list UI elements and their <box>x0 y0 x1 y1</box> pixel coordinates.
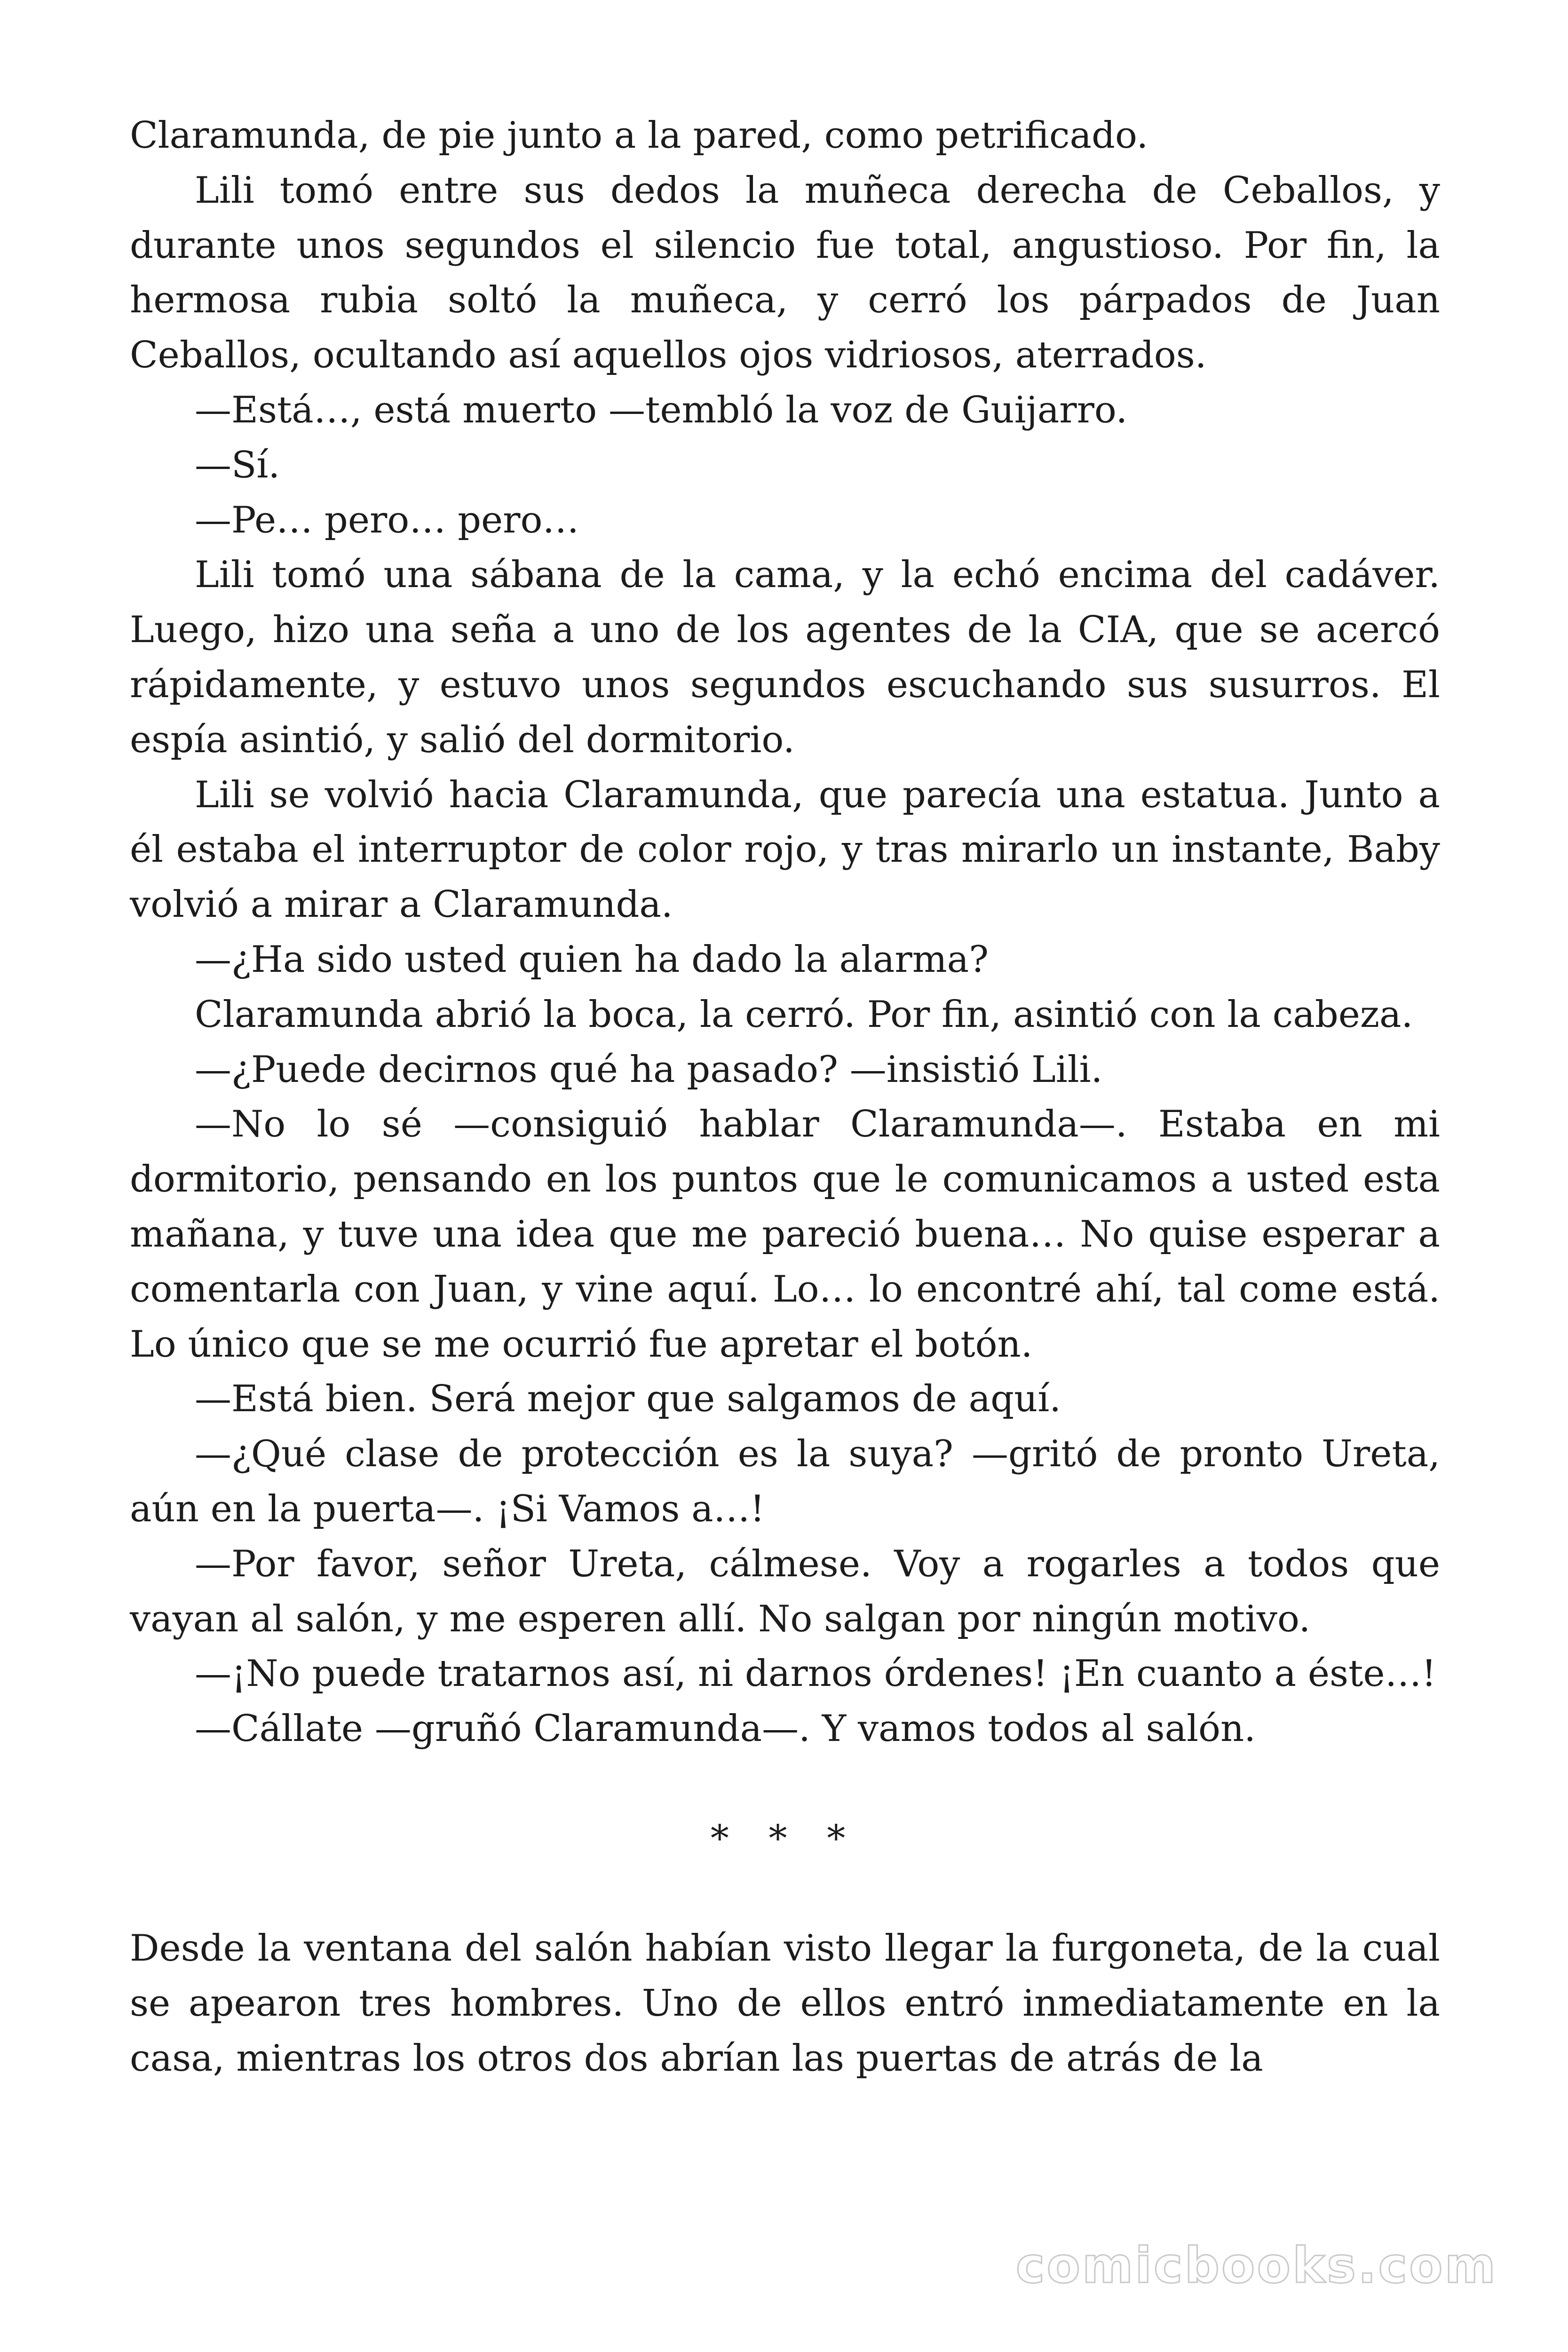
paragraph: —Está bien. Será mejor que salgamos de aquí. <box>195 1378 1061 1421</box>
paragraph: —¿Qué clase de protección es la suya? —gritó de pronto Ureta, aún en la puerta—. ¡Si Vamos a…! <box>130 1433 1440 1530</box>
book-page <box>130 108 1440 2086</box>
paragraph: Lili tomó entre sus dedos la muñeca derecha de Ceballos, y durante unos segundos el silencio fue total, angustioso. Por fin, la hermosa rubia soltó la muñeca, y cerró los párpados de Juan Ceballos, ocultando así aquellos ojos vidriosos, aterrados. <box>130 169 1440 377</box>
paragraph: —No lo sé —consiguió hablar Claramunda—. Estaba en mi dormitorio, pensando en los puntos que le comunicamos a usted esta mañana, y tuve una idea que me pareció buena… No quise esperar a comentarla con Juan, y vine aquí. Lo… lo encontré ahí, tal come está. Lo único que se me ocurrió fue apretar el botón. <box>130 1103 1440 1366</box>
paragraph: —Está…, está muerto —tembló la voz de Guijarro. <box>195 389 1128 431</box>
paragraph: Claramunda abrió la boca, la cerró. Por fin, asintió con la cabeza. <box>195 993 1413 1036</box>
paragraph: —Por favor, señor Ureta, cálmese. Voy a rogarles a todos que vayan al salón, y me esperen allí. No salgan por ningún motivo. <box>130 1542 1440 1640</box>
paragraph: Lili tomó una sábana de la cama, y la echó encima del cadáver. Luego, hizo una seña a uno de los agentes de la CIA, que se acercó rápidamente, y estuvo unos segundos escuchando sus susurros. El espía asintió, y salió del dormitorio. <box>130 554 1440 761</box>
paragraph: —¿Puede decirnos qué ha pasado? —insistió Lili. <box>195 1048 1103 1091</box>
paragraph: —¡No puede tratarnos así, ni darnos órdenes! ¡En cuanto a éste…! <box>195 1653 1436 1695</box>
paragraph: Desde la ventana del salón habían visto llegar la furgoneta, de la cual se apearon tres hombres. Uno de ellos entró inmediatamente en la casa, mientras los otros dos abrían las puertas de atrás de la <box>130 1927 1440 2080</box>
paragraph: —¿Ha sido usted quien ha dado la alarma? <box>195 938 989 981</box>
watermark-logo: comicbooks.com <box>1015 2237 1497 2294</box>
paragraph: Claramunda, de pie junto a la pared, como petrificado. <box>130 114 1148 157</box>
paragraph: Lili se volvió hacia Claramunda, que parecía una estatua. Junto a él estaba el interruptor de color rojo, y tras mirarlo un instante, Baby volvió a mirar a Claramunda. <box>130 773 1440 926</box>
section-break: * * * <box>710 1817 860 1860</box>
paragraph: —Sí. <box>195 444 280 486</box>
paragraph: —Cállate —gruñó Claramunda—. Y vamos todos al salón. <box>195 1708 1256 1750</box>
text-block-before-break <box>130 108 1440 1756</box>
text-block-after-break <box>130 1921 1440 2086</box>
paragraph: —Pe… pero… pero… <box>195 499 579 541</box>
